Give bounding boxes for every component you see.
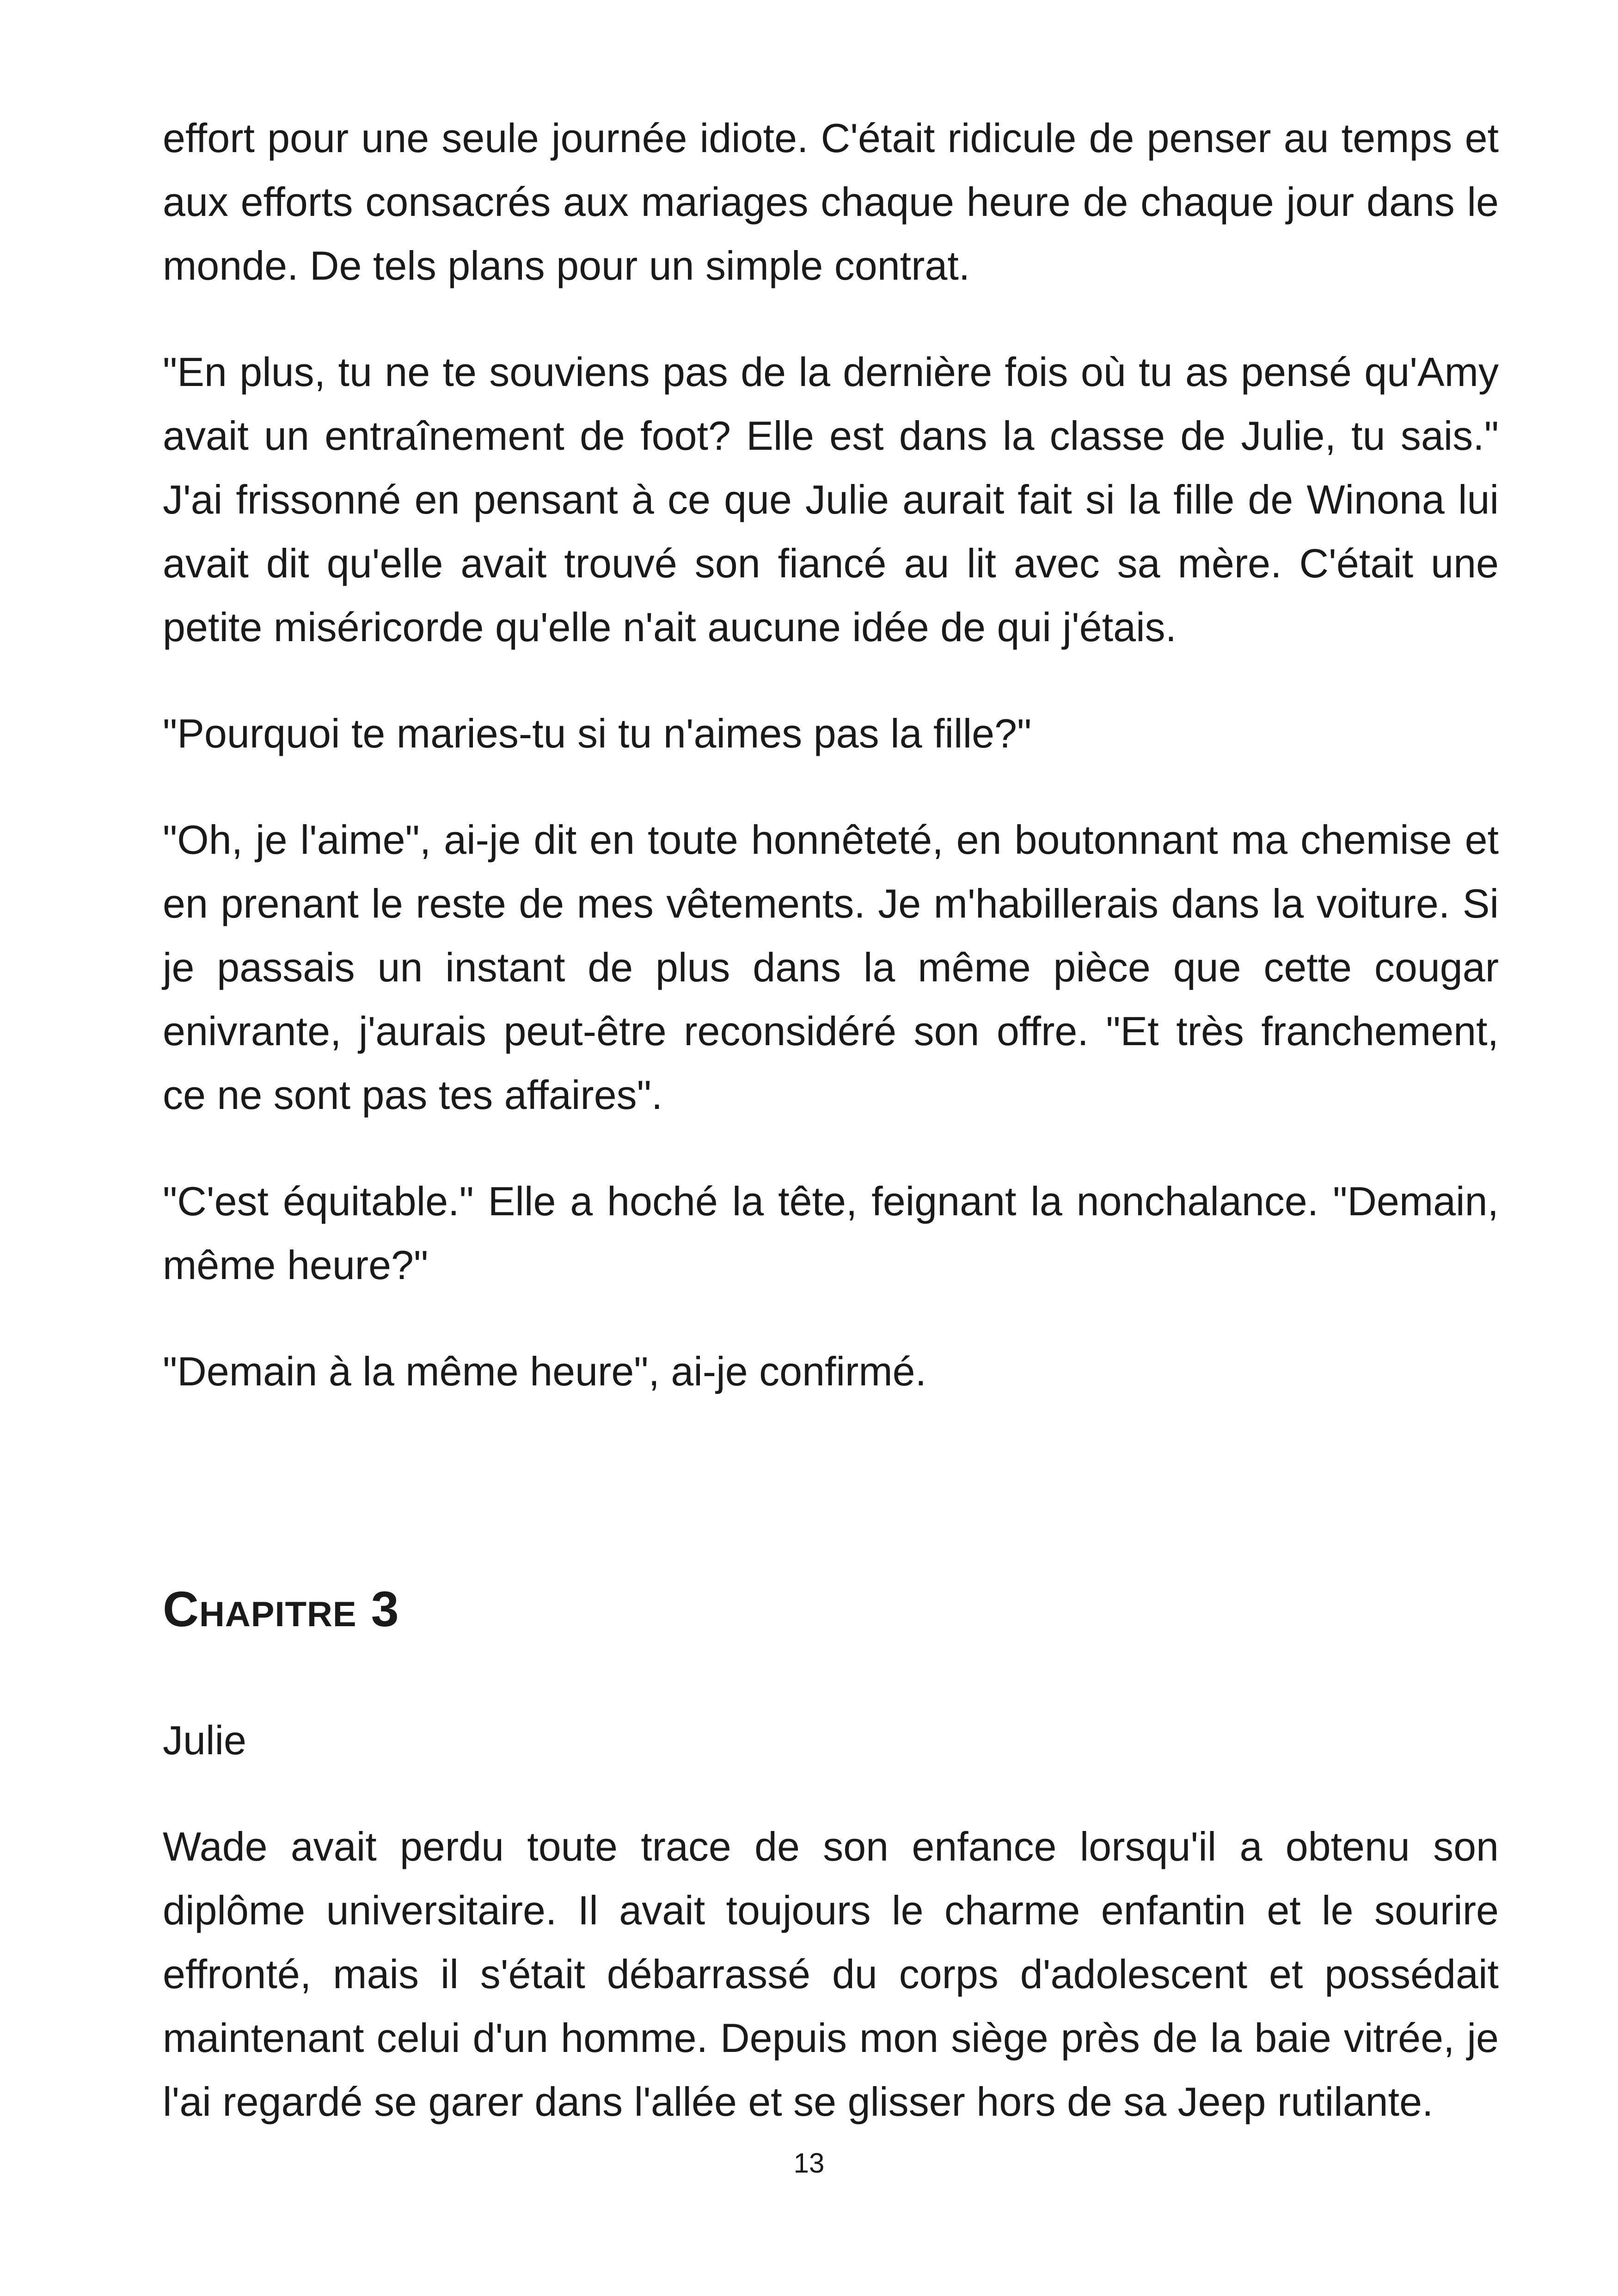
paragraph: "Oh, je l'aime", ai-je dit en toute honnêteté, en boutonnant ma chemise et en prenant le reste de mes vêtements. Je m'habillerais dans la voiture. Si je passais un instant de plus dans la même pièce que cette cougar enivrante, j'aurais peut-être reconsidéré son offre. "Et très franchement, ce ne sont pas tes affaires". (163, 817, 1499, 1118)
paragraph: effort pour une seule journée idiote. C'était ridicule de penser au temps et aux efforts consacrés aux mariages chaque heure de chaque jour dans le monde. De tels plans pour un simple contrat. (163, 115, 1499, 288)
paragraph: "Pourquoi te maries-tu si tu n'aimes pas la fille?" (163, 710, 1032, 756)
section-name: Julie (163, 1717, 246, 1763)
paragraph: Wade avait perdu toute trace de son enfance lorsqu'il a obtenu son diplôme universitaire. Il avait toujours le charme enfantin et le sourire effronté, mais il s'était débarrassé du corps d'adolescent et possédait maintenant celui d'un homme. Depuis mon siège près de la baie vitrée, je l'ai regardé se garer dans l'allée et se glisser hors de sa Jeep rutilante. (163, 1824, 1499, 2125)
page-body (163, 106, 1499, 2134)
paragraph: "C'est équitable." Elle a hoché la tête, feignant la nonchalance. "Demain, même heure?" (163, 1178, 1499, 1288)
page-number: 13 (793, 2148, 825, 2179)
paragraph: "Demain à la même heure", ai-je confirmé. (163, 1348, 927, 1394)
paragraph: "En plus, tu ne te souviens pas de la dernière fois où tu as pensé qu'Amy avait un entraînement de foot? Elle est dans la classe de Julie, tu sais." J'ai frissonné en pensant à ce que Julie aurait fait si la fille de Winona lui avait dit qu'elle avait trouvé son fiancé au lit avec sa mère. C'était une petite miséricorde qu'elle n'ait aucune idée de qui j'étais. (163, 349, 1499, 650)
chapter-title: Chapitre 3 (163, 1581, 399, 1637)
